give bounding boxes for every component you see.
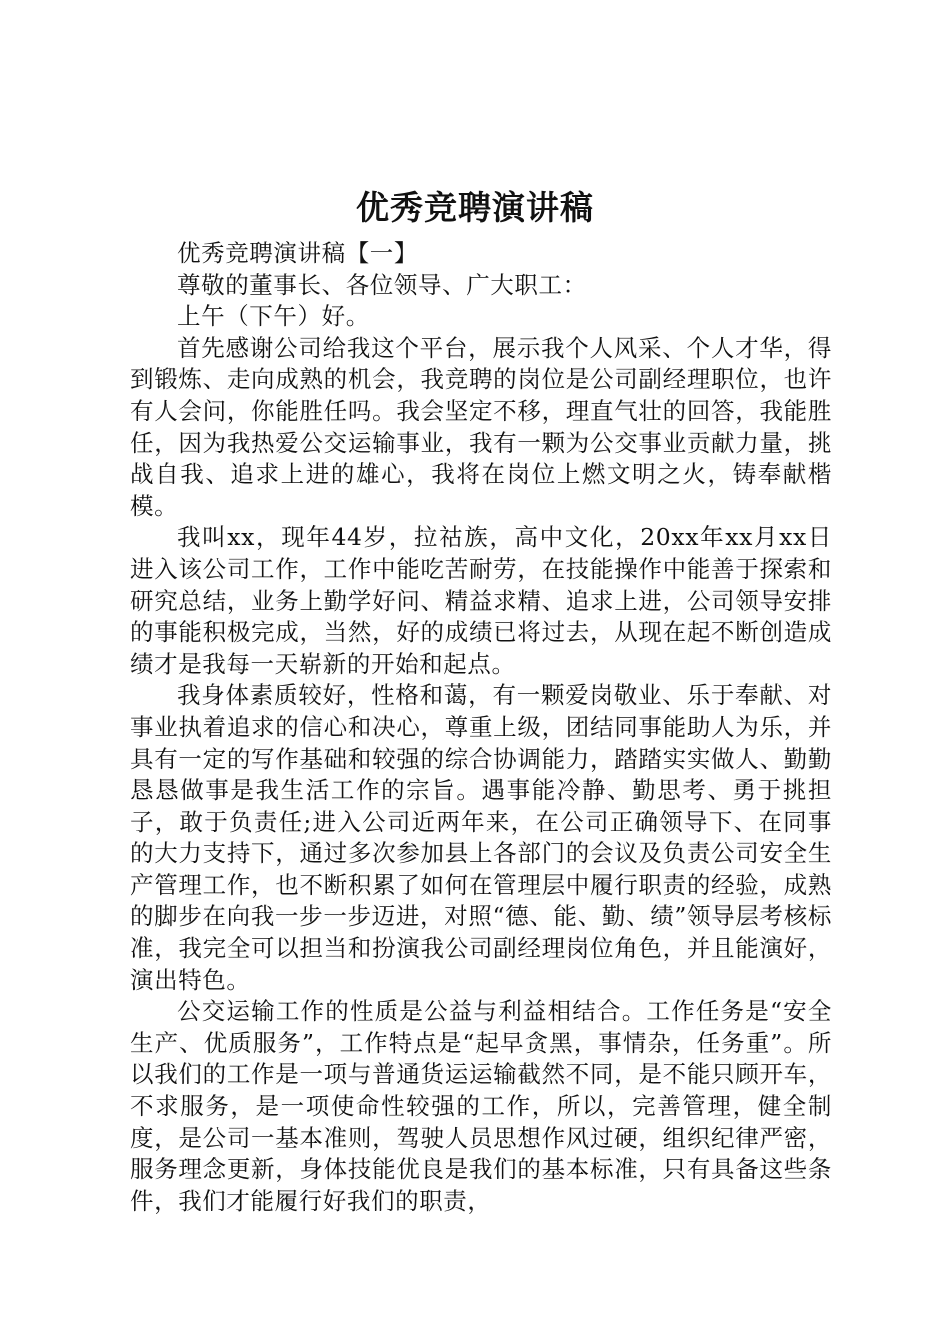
paragraph-salutation: 尊敬的董事长、各位领导、广大职工：: [177, 270, 587, 299]
paragraph-self-introduction: 我叫xx，现年44岁，拉祜族，高中文化，20xx年xx月xx日进入该公司工作，工作中能吃苦耐劳，在技能操作中能善于探索和研究总结，业务上勤学好问、精益求精、追求上进，公司领导安排的事能积极完成，当然，好的成绩已将过去，从现在起不断创造成绩才是我每一天崭新的开始和起点。: [130, 523, 832, 678]
paragraph-subtitle: 优秀竞聘演讲稿【一】: [177, 239, 418, 267]
paragraph-qualities: 我身体素质较好，性格和蔼，有一颗爱岗敬业、乐于奉献、对事业执着追求的信心和决心，尊重上级，团结同事能助人为乐，并具有一定的写作基础和较强的综合协调能力，踏踏实实做人、勤勤恳恳做事是我生活工作的宗旨。遇事能冷静、勤思考、勇于挑担子，敢于负责任;进入公司近两年来，在公司正确领导下、在同事的大力支持下，通过多次参加县上各部门的会议及负责公司安全生产管理工作，也不断积累了如何在管理层中履行职责的经验，成熟的脚步在向我一步一步迈进，对照“德、能、勤、绩”领导层考核标准，我完全可以担当和扮演我公司副经理岗位角色，并且能演好，演出特色。: [130, 681, 832, 994]
paragraph-work-nature: 公交运输工作的性质是公益与利益相结合。工作任务是“安全生产、优质服务”，工作特点是“起早贪黑，事情杂，任务重”。所以我们的工作是一项与普通货运运输截然不同，是不能只顾开车，不求服务，是一项使命性较强的工作，所以，完善管理，健全制度，是公司一基本准则，驾驶人员思想作风过硬，组织纪律严密，服务理念更新，身体技能优良是我们的基本标准，只有具备这些条件，我们才能履行好我们的职责，: [130, 997, 832, 1215]
document-body: [130, 238, 832, 1217]
paragraph-intro: 首先感谢公司给我这个平台，展示我个人风采、个人才华，得到锻炼、走向成熟的机会，我竞聘的岗位是公司副经理职位，也许有人会问，你能胜任吗。我会坚定不移，理直气壮的回答，我能胜任，因为我热爱公交运输事业，我有一颗为公交事业贡献力量，挑战自我、追求上进的雄心，我将在岗位上燃文明之火，铸奉献楷模。: [130, 333, 832, 520]
paragraph-greeting: 上午（下午）好。: [177, 302, 370, 331]
document-title: 优秀竞聘演讲稿: [356, 188, 594, 227]
